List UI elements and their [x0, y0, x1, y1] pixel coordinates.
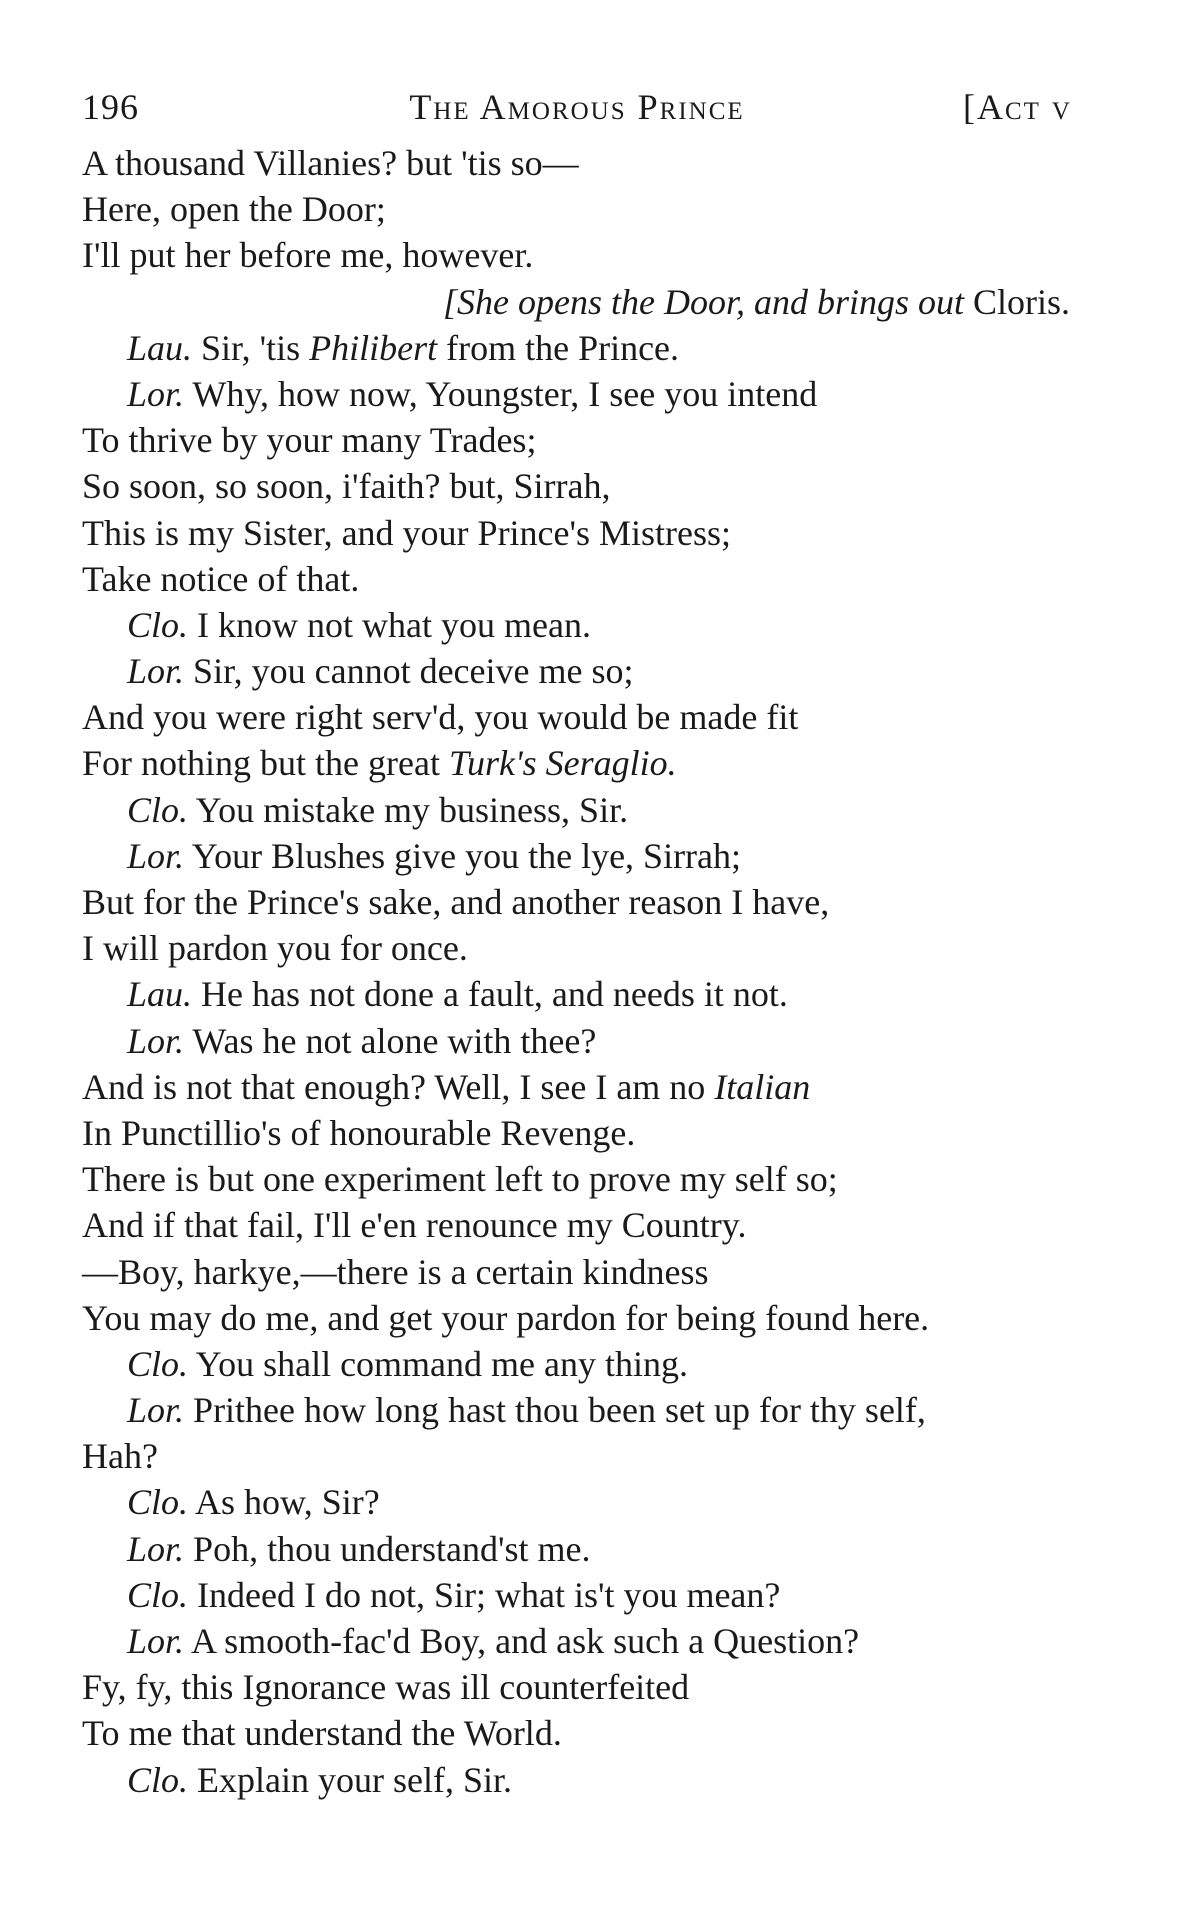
speech-line: Lor. Poh, thou understand'st me.: [127, 1528, 591, 1569]
stage-direction: [She opens the Door, and brings out Cloris.: [442, 281, 1070, 322]
speech-line: Clo. You shall command me any thing.: [127, 1343, 688, 1384]
text-line: Hah?: [82, 1436, 158, 1477]
speech-line: Lor. A smooth-fac'd Boy, and ask such a Question?: [127, 1621, 860, 1661]
speaker-name: Lor.: [127, 1621, 185, 1661]
book-title: The Amorous Prince: [409, 87, 745, 127]
text-line: Here, open the Door;: [82, 189, 386, 230]
text-line: I'll put her before me, however.: [82, 235, 534, 276]
speaker-name: Clo.: [127, 789, 189, 830]
speech-line: Lau. He has not done a fault, and needs it not.: [127, 974, 788, 1015]
speech-line: Clo. Explain your self, Sir.: [127, 1759, 512, 1800]
speaker-name: Lor.: [127, 1528, 185, 1569]
speech-line: Lor. Prithee how long hast thou been set up for thy self,: [127, 1390, 926, 1431]
speech-line: Lor. Sir, you cannot deceive me so;: [127, 651, 634, 692]
act-label: [Act v: [963, 87, 1072, 127]
play-text: [82, 140, 1082, 1803]
text-line: This is my Sister, and your Prince's Mistress;: [82, 512, 732, 553]
text-line: There is but one experiment left to prove my self so;: [82, 1159, 838, 1200]
running-header: [82, 86, 1072, 130]
speech-line: Clo. Indeed I do not, Sir; what is't you mean?: [127, 1574, 781, 1615]
text-line: For nothing but the great Turk's Seraglio.: [82, 743, 677, 784]
text-line: And is not that enough? Well, I see I am no Italian: [82, 1066, 811, 1107]
speaker-name: Lor.: [127, 373, 185, 414]
speech-line: Lor. Why, how now, Youngster, I see you intend: [127, 373, 818, 414]
text-line: You may do me, and get your pardon for being found here.: [82, 1297, 930, 1338]
speaker-name: Clo.: [127, 1574, 189, 1615]
speech-line: Lor. Your Blushes give you the lye, Sirrah;: [127, 835, 742, 876]
speech-line: Lor. Was he not alone with thee?: [127, 1020, 597, 1061]
speech-line: Clo. You mistake my business, Sir.: [127, 789, 629, 830]
speaker-name: Lau.: [127, 327, 193, 368]
text-line: Fy, fy, this Ignorance was ill counterfeited: [82, 1667, 690, 1708]
speech-line: Clo. I know not what you mean.: [127, 604, 591, 645]
text-line: —Boy, harkye,—there is a certain kindness: [82, 1251, 709, 1292]
text-line: In Punctillio's of honourable Revenge.: [82, 1112, 636, 1153]
page-number: 196: [82, 87, 139, 127]
speaker-name: Lau.: [127, 974, 193, 1015]
speaker-name: Lor.: [127, 1390, 185, 1431]
speaker-name: Clo.: [127, 1482, 189, 1523]
text-line: To me that understand the World.: [82, 1713, 562, 1754]
speech-line: Clo. As how, Sir?: [127, 1482, 380, 1523]
speech-line: Lau. Sir, 'tis Philibert from the Prince.: [127, 327, 680, 368]
text-line: And you were right serv'd, you would be made fit: [82, 697, 799, 738]
text-line: To thrive by your many Trades;: [82, 420, 537, 461]
text-line: A thousand Villanies? but 'tis so—: [82, 143, 579, 183]
speaker-name: Lor.: [127, 651, 185, 692]
speaker-name: Lor.: [127, 835, 185, 876]
text-line: Take notice of that.: [82, 558, 360, 599]
speaker-name: Clo.: [127, 1343, 189, 1384]
text-line: I will pardon you for once.: [82, 928, 468, 969]
text-line: So soon, so soon, i'faith? but, Sirrah,: [82, 466, 611, 507]
speaker-name: Clo.: [127, 604, 189, 645]
text-line: And if that fail, I'll e'en renounce my Country.: [82, 1205, 747, 1246]
text-line: But for the Prince's sake, and another reason I have,: [82, 882, 830, 922]
speaker-name: Lor.: [127, 1020, 185, 1061]
speaker-name: Clo.: [127, 1759, 189, 1800]
